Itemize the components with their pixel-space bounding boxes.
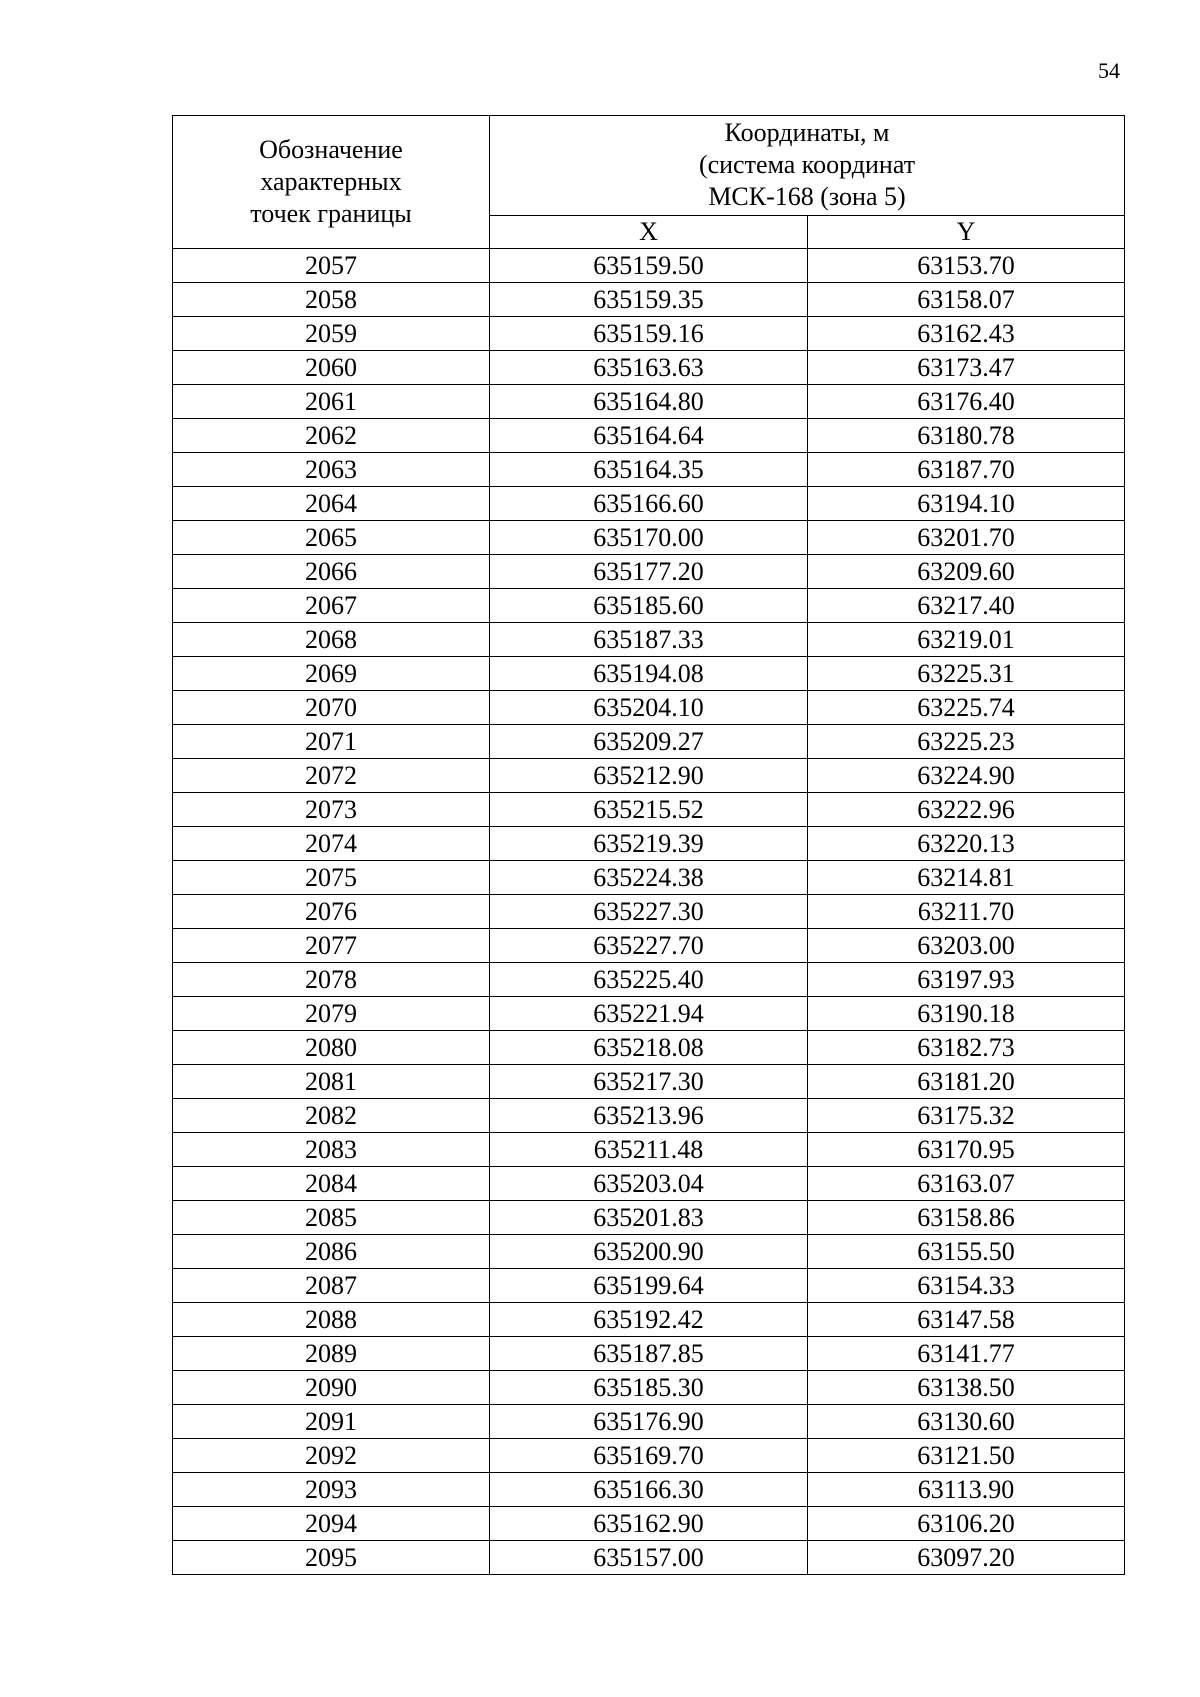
table-row: [173, 555, 1125, 589]
coordinates-header-line: МСК-168 (зона 5): [708, 182, 906, 212]
table-row: [173, 963, 1125, 997]
y-coordinate-cell: 63225.31: [808, 657, 1125, 691]
x-coordinate-cell: 635194.08: [490, 657, 808, 691]
table-row: [173, 1439, 1125, 1473]
table-row: [173, 1065, 1125, 1099]
table-row: [173, 487, 1125, 521]
point-cell: 2069: [173, 657, 490, 691]
table-row: [173, 249, 1125, 283]
y-coordinate-cell: 63158.86: [808, 1201, 1125, 1235]
y-coordinate-cell: 63162.43: [808, 317, 1125, 351]
point-cell: 2073: [173, 793, 490, 827]
y-coordinate-cell: 63211.70: [808, 895, 1125, 929]
header-row: [173, 116, 1125, 216]
table-row: [173, 691, 1125, 725]
x-coordinate-cell: 635215.52: [490, 793, 808, 827]
point-cell: 2081: [173, 1065, 490, 1099]
y-coordinate-cell: 63214.81: [808, 861, 1125, 895]
x-coordinate-cell: 635218.08: [490, 1031, 808, 1065]
point-cell: 2077: [173, 929, 490, 963]
x-coordinate-cell: 635199.64: [490, 1269, 808, 1303]
point-cell: 2071: [173, 725, 490, 759]
point-cell: 2082: [173, 1099, 490, 1133]
table-row: [173, 521, 1125, 555]
y-coordinate-cell: 63158.07: [808, 283, 1125, 317]
point-cell: 2066: [173, 555, 490, 589]
x-coordinate-cell: 635201.83: [490, 1201, 808, 1235]
point-cell: 2079: [173, 997, 490, 1031]
table-row: [173, 385, 1125, 419]
table-row: [173, 1099, 1125, 1133]
x-coordinate-cell: 635162.90: [490, 1507, 808, 1541]
y-coordinate-cell: 63187.70: [808, 453, 1125, 487]
table-body: [173, 249, 1125, 1575]
y-coordinate-cell: 63203.00: [808, 929, 1125, 963]
y-coordinate-cell: 63194.10: [808, 487, 1125, 521]
y-coordinate-cell: 63097.20: [808, 1541, 1125, 1575]
x-coordinate-cell: 635200.90: [490, 1235, 808, 1269]
designation-header-line: Обозначение: [259, 135, 403, 164]
y-coordinate-cell: 63217.40: [808, 589, 1125, 623]
point-cell: 2092: [173, 1439, 490, 1473]
designation-header: [173, 116, 490, 249]
y-coordinate-cell: 63182.73: [808, 1031, 1125, 1065]
x-coordinate-cell: 635212.90: [490, 759, 808, 793]
x-coordinate-cell: 635164.80: [490, 385, 808, 419]
table-row: [173, 759, 1125, 793]
table-row: [173, 1337, 1125, 1371]
table-row: [173, 895, 1125, 929]
designation-header-line: характерных: [260, 167, 402, 196]
x-coordinate-cell: 635166.60: [490, 487, 808, 521]
table-row: [173, 861, 1125, 895]
y-coordinate-cell: 63222.96: [808, 793, 1125, 827]
table-row: [173, 1167, 1125, 1201]
x-coordinate-cell: 635224.38: [490, 861, 808, 895]
point-cell: 2084: [173, 1167, 490, 1201]
table-row: [173, 1133, 1125, 1167]
y-coordinate-cell: 63201.70: [808, 521, 1125, 555]
point-cell: 2088: [173, 1303, 490, 1337]
point-cell: 2074: [173, 827, 490, 861]
x-coordinate-cell: 635163.63: [490, 351, 808, 385]
table-row: [173, 1269, 1125, 1303]
point-cell: 2059: [173, 317, 490, 351]
y-coordinate-cell: 63147.58: [808, 1303, 1125, 1337]
table-row: [173, 419, 1125, 453]
y-coordinate-cell: 63138.50: [808, 1371, 1125, 1405]
table-row: [173, 1405, 1125, 1439]
point-cell: 2094: [173, 1507, 490, 1541]
y-coordinate-cell: 63170.95: [808, 1133, 1125, 1167]
x-coordinate-cell: 635176.90: [490, 1405, 808, 1439]
x-coordinate-cell: 635217.30: [490, 1065, 808, 1099]
point-cell: 2078: [173, 963, 490, 997]
y-coordinate-cell: 63180.78: [808, 419, 1125, 453]
y-coordinate-cell: 63121.50: [808, 1439, 1125, 1473]
x-coordinate-cell: 635159.16: [490, 317, 808, 351]
x-coordinate-cell: 635204.10: [490, 691, 808, 725]
point-cell: 2095: [173, 1541, 490, 1575]
point-cell: 2061: [173, 385, 490, 419]
y-coordinate-cell: 63181.20: [808, 1065, 1125, 1099]
coordinates-header-line: Координаты, м: [724, 118, 890, 148]
x-coordinate-cell: 635159.50: [490, 249, 808, 283]
table-row: [173, 589, 1125, 623]
point-cell: 2086: [173, 1235, 490, 1269]
point-cell: 2091: [173, 1405, 490, 1439]
y-coordinate-cell: 63220.13: [808, 827, 1125, 861]
x-coordinate-cell: 635227.30: [490, 895, 808, 929]
x-coordinate-cell: 635185.30: [490, 1371, 808, 1405]
x-coordinate-cell: 635187.33: [490, 623, 808, 657]
table-row: [173, 1303, 1125, 1337]
table-header: [173, 116, 1125, 249]
point-cell: 2075: [173, 861, 490, 895]
x-coordinate-cell: 635164.35: [490, 453, 808, 487]
y-coordinate-cell: 63175.32: [808, 1099, 1125, 1133]
x-coordinate-cell: 635169.70: [490, 1439, 808, 1473]
point-cell: 2067: [173, 589, 490, 623]
point-cell: 2087: [173, 1269, 490, 1303]
point-cell: 2063: [173, 453, 490, 487]
y-coordinate-cell: 63225.23: [808, 725, 1125, 759]
x-column-header: X: [490, 215, 808, 248]
x-coordinate-cell: 635166.30: [490, 1473, 808, 1507]
y-coordinate-cell: 63219.01: [808, 623, 1125, 657]
table-row: [173, 997, 1125, 1031]
y-coordinate-cell: 63225.74: [808, 691, 1125, 725]
point-cell: 2090: [173, 1371, 490, 1405]
x-coordinate-cell: 635170.00: [490, 521, 808, 555]
x-coordinate-cell: 635219.39: [490, 827, 808, 861]
y-coordinate-cell: 63153.70: [808, 249, 1125, 283]
point-cell: 2064: [173, 487, 490, 521]
table-row: [173, 725, 1125, 759]
y-coordinate-cell: 63106.20: [808, 1507, 1125, 1541]
x-coordinate-cell: 635211.48: [490, 1133, 808, 1167]
table-row: [173, 1201, 1125, 1235]
point-cell: 2062: [173, 419, 490, 453]
table-row: [173, 623, 1125, 657]
y-column-header: Y: [808, 215, 1125, 248]
point-cell: 2070: [173, 691, 490, 725]
point-cell: 2083: [173, 1133, 490, 1167]
table-row: [173, 317, 1125, 351]
y-coordinate-cell: 63224.90: [808, 759, 1125, 793]
x-coordinate-cell: 635177.20: [490, 555, 808, 589]
point-cell: 2085: [173, 1201, 490, 1235]
x-coordinate-cell: 635157.00: [490, 1541, 808, 1575]
point-cell: 2065: [173, 521, 490, 555]
y-coordinate-cell: 63209.60: [808, 555, 1125, 589]
table-row: [173, 1371, 1125, 1405]
x-coordinate-cell: 635225.40: [490, 963, 808, 997]
x-coordinate-cell: 635221.94: [490, 997, 808, 1031]
point-cell: 2089: [173, 1337, 490, 1371]
x-coordinate-cell: 635185.60: [490, 589, 808, 623]
y-coordinate-cell: 63190.18: [808, 997, 1125, 1031]
y-coordinate-cell: 63130.60: [808, 1405, 1125, 1439]
point-cell: 2058: [173, 283, 490, 317]
table-row: [173, 1031, 1125, 1065]
x-coordinate-cell: 635187.85: [490, 1337, 808, 1371]
x-coordinate-cell: 635159.35: [490, 283, 808, 317]
coordinates-table: [172, 115, 1125, 1575]
table-row: [173, 929, 1125, 963]
x-coordinate-cell: 635164.64: [490, 419, 808, 453]
point-cell: 2072: [173, 759, 490, 793]
point-cell: 2093: [173, 1473, 490, 1507]
y-coordinate-cell: 63155.50: [808, 1235, 1125, 1269]
coordinates-header: [490, 116, 1125, 216]
x-coordinate-cell: 635203.04: [490, 1167, 808, 1201]
table-row: [173, 657, 1125, 691]
point-cell: 2076: [173, 895, 490, 929]
x-coordinate-cell: 635192.42: [490, 1303, 808, 1337]
table-row: [173, 1473, 1125, 1507]
y-coordinate-cell: 63141.77: [808, 1337, 1125, 1371]
point-cell: 2060: [173, 351, 490, 385]
table-row: [173, 453, 1125, 487]
designation-header-line: точек границы: [250, 199, 412, 228]
point-cell: 2057: [173, 249, 490, 283]
coordinates-header-line: (система координат: [698, 150, 916, 180]
table-row: [173, 1507, 1125, 1541]
y-coordinate-cell: 63173.47: [808, 351, 1125, 385]
table-row: [173, 1541, 1125, 1575]
x-coordinate-cell: 635213.96: [490, 1099, 808, 1133]
y-coordinate-cell: 63197.93: [808, 963, 1125, 997]
table-row: [173, 351, 1125, 385]
page-number: 54: [1098, 58, 1120, 83]
y-coordinate-cell: 63176.40: [808, 385, 1125, 419]
table-row: [173, 827, 1125, 861]
y-coordinate-cell: 63113.90: [808, 1473, 1125, 1507]
table-row: [173, 793, 1125, 827]
table-row: [173, 283, 1125, 317]
y-coordinate-cell: 63154.33: [808, 1269, 1125, 1303]
table-row: [173, 1235, 1125, 1269]
point-cell: 2068: [173, 623, 490, 657]
y-coordinate-cell: 63163.07: [808, 1167, 1125, 1201]
x-coordinate-cell: 635209.27: [490, 725, 808, 759]
point-cell: 2080: [173, 1031, 490, 1065]
x-coordinate-cell: 635227.70: [490, 929, 808, 963]
